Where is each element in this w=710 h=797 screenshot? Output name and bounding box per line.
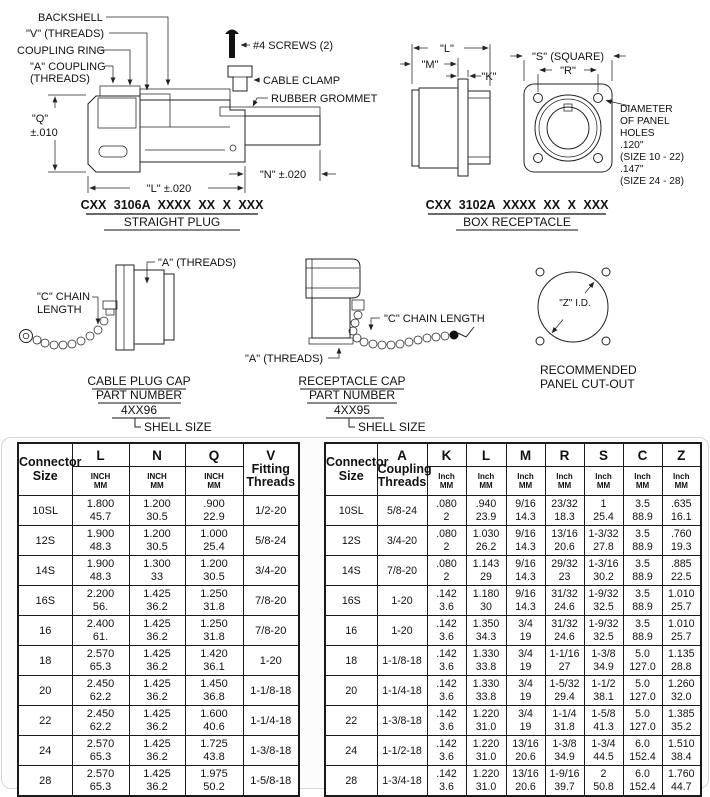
- value-cell: 1.220 31.0: [466, 736, 506, 766]
- cable-plug-cap-caption: CABLE PLUG CAP: [87, 374, 191, 388]
- box-receptacle-diagram: [400, 43, 684, 230]
- connector-size-header: Connector Size: [18, 443, 72, 496]
- value-cell: 1.200 30.5: [129, 526, 185, 556]
- panel-cutout-caption-1: RECOMMENDED: [540, 363, 637, 377]
- value-cell: 1-3/32 27.8: [584, 526, 623, 556]
- value-cell: 2.450 62.2: [72, 676, 129, 706]
- subheader-inch-mm: Inch MM: [662, 467, 701, 496]
- cable-clamp-label: CABLE CLAMP: [263, 75, 341, 87]
- table-row: [18, 526, 299, 556]
- value-cell: 1.900 48.3: [72, 556, 129, 586]
- value-cell: 3/4 19: [506, 706, 545, 736]
- value-cell: .142 3.6: [427, 736, 466, 766]
- rubber-grommet-part: [220, 107, 320, 116]
- value-cell: .885 22.5: [662, 556, 701, 586]
- connector-size-cell: 20: [325, 676, 377, 706]
- receptacle-cap-diagram: [245, 259, 485, 434]
- connector-size-cell: 22: [325, 706, 377, 736]
- value-cell: 1.200 30.5: [129, 496, 185, 526]
- value-cell: 1.250 31.8: [185, 586, 243, 616]
- connector-size-cell: 28: [18, 766, 72, 797]
- table-row: [18, 766, 299, 797]
- table-row: [325, 706, 701, 736]
- connector-size-cell: 28: [325, 766, 377, 797]
- value-cell: .142 3.6: [427, 676, 466, 706]
- value-cell: 6.0 152.4: [623, 736, 662, 766]
- table-row: [325, 496, 701, 526]
- value-cell: 3.5 88.9: [623, 586, 662, 616]
- value-cell: 1-1/4-18: [243, 706, 299, 736]
- screw-icon: [225, 30, 239, 59]
- value-cell: .080 2: [427, 556, 466, 586]
- value-cell: 1.330 33.8: [466, 676, 506, 706]
- value-cell: 1.425 36.2: [129, 706, 185, 736]
- cable-plug-cap-part-number: 4XX96: [120, 403, 158, 417]
- table-row: [325, 676, 701, 706]
- l-dim-label-receptacle: "L": [440, 43, 454, 55]
- value-cell: 1-5/8 41.3: [584, 706, 623, 736]
- table-row: [18, 706, 299, 736]
- r-dim-label: "R": [560, 65, 576, 77]
- value-cell: 9/16 14.3: [506, 556, 545, 586]
- value-cell: 1-1/8-18: [243, 676, 299, 706]
- value-cell: .940 23.9: [466, 496, 506, 526]
- value-cell: 2.400 61.: [72, 616, 129, 646]
- value-cell: 2 50.8: [584, 766, 623, 797]
- col-header-Z: Z: [662, 443, 701, 467]
- value-cell: .635 16.1: [662, 496, 701, 526]
- col-header-R: R: [545, 443, 584, 467]
- n-dim-label: "N" ±.020: [259, 169, 307, 181]
- value-cell: 5/8-24: [377, 496, 427, 526]
- table-row: [18, 556, 299, 586]
- value-cell: 1.975 50.2: [185, 766, 243, 797]
- value-cell: 1-1/2 38.1: [584, 676, 623, 706]
- value-cell: 9/16 14.3: [506, 526, 545, 556]
- box-receptacle-caption: BOX RECEPTACLE: [463, 215, 571, 229]
- value-cell: 7/8-20: [243, 586, 299, 616]
- c-chain-length-label: "C" CHAIN LENGTH: [384, 313, 485, 325]
- value-cell: 31/32 24.6: [545, 616, 584, 646]
- value-cell: 1-5/32 29.4: [545, 676, 584, 706]
- svg-text:HOLES: HOLES: [620, 128, 655, 139]
- value-cell: 5.0 127.0: [623, 676, 662, 706]
- subheader-inch-mm: INCH MM: [129, 467, 185, 496]
- connector-size-cell: 10SL: [18, 496, 72, 526]
- c-chain-label: "C" CHAIN: [37, 291, 91, 303]
- shell-size-label: SHELL SIZE: [144, 420, 212, 434]
- value-cell: 1.425 36.2: [129, 586, 185, 616]
- value-cell: 3.5 88.9: [623, 556, 662, 586]
- value-cell: 1-5/8-18: [243, 766, 299, 797]
- a-threads-label-plug-cap: "A" (THREADS): [158, 257, 237, 269]
- subheader-inch-mm: Inch MM: [506, 467, 545, 496]
- backshell-label: BACKSHELL: [38, 12, 103, 24]
- value-cell: 3/4-20: [243, 556, 299, 586]
- table-row: [18, 676, 299, 706]
- value-cell: 1.760 44.7: [662, 766, 701, 797]
- value-cell: 1.000 25.4: [185, 526, 243, 556]
- value-cell: .760 19.3: [662, 526, 701, 556]
- value-cell: 1-3/4 44.5: [584, 736, 623, 766]
- connector-size-cell: 16: [18, 616, 72, 646]
- value-cell: 5/8-24: [243, 526, 299, 556]
- value-cell: 13/16 20.6: [506, 736, 545, 766]
- value-cell: 1-3/8 34.9: [584, 646, 623, 676]
- l-dim-label: "L" ±.020: [146, 183, 192, 195]
- value-cell: 1.135 28.8: [662, 646, 701, 676]
- value-cell: 7/8-20: [377, 556, 427, 586]
- cable-plug-cap-diagram: [20, 257, 237, 434]
- q-tol-label: ±.010: [30, 127, 58, 139]
- value-cell: 1.350 34.3: [466, 616, 506, 646]
- a-threads-label-receptacle-cap: "A" (THREADS): [245, 353, 324, 365]
- receptacle-cap-part-number: 4XX95: [333, 403, 371, 417]
- table-row: [18, 616, 299, 646]
- a-coupling-threads-header: A Coupling Threads: [377, 443, 427, 496]
- value-cell: 1.300 33: [129, 556, 185, 586]
- value-cell: 1-20: [243, 646, 299, 676]
- value-cell: 5.0 127.0: [623, 706, 662, 736]
- value-cell: 13/16 20.6: [545, 526, 584, 556]
- value-cell: .080 2: [427, 526, 466, 556]
- connector-size-cell: 10SL: [325, 496, 377, 526]
- value-cell: 1.010 25.7: [662, 586, 701, 616]
- receptacle-dimension-table: [324, 442, 702, 797]
- value-cell: 3.5 88.9: [623, 526, 662, 556]
- svg-text:.147": .147": [620, 164, 644, 175]
- value-cell: 1.143 29: [466, 556, 506, 586]
- connector-size-cell: 18: [18, 646, 72, 676]
- value-cell: .900 22.9: [185, 496, 243, 526]
- connector-size-cell: 22: [18, 706, 72, 736]
- svg-text:OF PANEL: OF PANEL: [620, 116, 670, 127]
- value-cell: 2.570 65.3: [72, 766, 129, 797]
- value-cell: 1.725 43.8: [185, 736, 243, 766]
- connector-size-cell: 14S: [18, 556, 72, 586]
- svg-text:DIAMETER: DIAMETER: [620, 104, 673, 115]
- v-threads-label: "V" (THREADS): [26, 28, 105, 40]
- value-cell: 7/8-20: [243, 616, 299, 646]
- rubber-grommet-label: RUBBER GROMMET: [271, 93, 378, 105]
- value-cell: 1.425 36.2: [129, 766, 185, 797]
- receptacle-cap-caption: RECEPTACLE CAP: [298, 374, 406, 388]
- value-cell: 1-3/4-18: [377, 766, 427, 797]
- value-cell: .142 3.6: [427, 706, 466, 736]
- c-chain-label-2: LENGTH: [37, 304, 82, 316]
- value-cell: 1/2-20: [243, 496, 299, 526]
- svg-text:(SIZE 10 - 22): (SIZE 10 - 22): [620, 152, 684, 163]
- table-row: [325, 616, 701, 646]
- value-cell: .142 3.6: [427, 766, 466, 797]
- value-cell: 1.250 31.8: [185, 616, 243, 646]
- col-header-K: K: [427, 443, 466, 467]
- q-dim-label: "Q": [31, 113, 49, 125]
- value-cell: 3.5 88.9: [623, 496, 662, 526]
- value-cell: 1.510 38.4: [662, 736, 701, 766]
- value-cell: 31/32 24.6: [545, 586, 584, 616]
- straight-plug-diagram: [17, 12, 378, 230]
- col-header-L: L: [466, 443, 506, 467]
- z-id-label: "Z" I.D.: [559, 298, 591, 309]
- value-cell: 1.420 36.1: [185, 646, 243, 676]
- value-cell: 1-3/8-18: [243, 736, 299, 766]
- value-cell: 29/32 23: [545, 556, 584, 586]
- value-cell: 1-9/32 32.5: [584, 586, 623, 616]
- value-cell: 1-3/8 34.9: [545, 736, 584, 766]
- table-row: [325, 766, 701, 797]
- table-row: [325, 526, 701, 556]
- value-cell: 1.200 30.5: [185, 556, 243, 586]
- subheader-inch-mm: INCH MM: [72, 467, 129, 496]
- svg-text:.120": .120": [620, 140, 644, 151]
- panel-cutout-caption-2: PANEL CUT-OUT: [540, 377, 635, 391]
- value-cell: .080 2: [427, 496, 466, 526]
- value-cell: 1.385 35.2: [662, 706, 701, 736]
- part-number-label: PART NUMBER: [308, 388, 396, 402]
- connector-size-cell: 16S: [325, 586, 377, 616]
- col-header-S: S: [584, 443, 623, 467]
- straight-plug-caption: STRAIGHT PLUG: [123, 215, 221, 229]
- part-number-label: PART NUMBER: [95, 388, 183, 402]
- value-cell: 1.450 36.8: [185, 676, 243, 706]
- value-cell: 1-9/32 32.5: [584, 616, 623, 646]
- s-dim-label: "S" (SQUARE): [532, 51, 604, 63]
- value-cell: 2.570 65.3: [72, 646, 129, 676]
- table-row: [325, 646, 701, 676]
- connector-size-cell: 12S: [18, 526, 72, 556]
- box-receptacle-front-view: [524, 84, 612, 172]
- table-row: [18, 496, 299, 526]
- cable-clamp-icon: [228, 66, 252, 91]
- value-cell: 6.0 152.4: [623, 766, 662, 797]
- value-cell: 9/16 14.3: [506, 496, 545, 526]
- receptacle-cap-drawing: [306, 259, 474, 349]
- connector-size-cell: 16: [325, 616, 377, 646]
- value-cell: 1.220 31.0: [466, 766, 506, 797]
- value-cell: 1-1/16 27: [545, 646, 584, 676]
- screws-label: #4 SCREWS (2): [253, 40, 334, 52]
- table-row: [18, 586, 299, 616]
- subheader-inch-mm: Inch MM: [584, 467, 623, 496]
- value-cell: 5.0 127.0: [623, 646, 662, 676]
- col-header-C: C: [623, 443, 662, 467]
- box-receptacle-part-number: CXX 3102A XXXX XX X XXX: [425, 198, 609, 212]
- coupling-ring-label: COUPLING RING: [17, 45, 106, 57]
- connector-size-cell: 24: [18, 736, 72, 766]
- table-row: [18, 736, 299, 766]
- value-cell: 2.450 62.2: [72, 706, 129, 736]
- panel-holes-note: [620, 104, 684, 187]
- value-cell: 1-1/4-18: [377, 676, 427, 706]
- value-cell: 1-20: [377, 616, 427, 646]
- connector-size-cell: 12S: [325, 526, 377, 556]
- value-cell: 1-3/8-18: [377, 706, 427, 736]
- value-cell: 1.800 45.7: [72, 496, 129, 526]
- value-cell: 2.200 56.: [72, 586, 129, 616]
- value-cell: 1.030 26.2: [466, 526, 506, 556]
- value-cell: 1.425 36.2: [129, 736, 185, 766]
- subheader-inch-mm: Inch MM: [623, 467, 662, 496]
- l-dimension: [88, 166, 245, 195]
- value-cell: 1.330 33.8: [466, 646, 506, 676]
- connector-size-header: Connector Size: [325, 443, 377, 496]
- value-cell: 1.600 40.6: [185, 706, 243, 736]
- table-row: [325, 586, 701, 616]
- connector-size-cell: 14S: [325, 556, 377, 586]
- table-row: [18, 646, 299, 676]
- table-row: [325, 736, 701, 766]
- value-cell: 1-1/4 31.8: [545, 706, 584, 736]
- box-receptacle-side-view: [412, 79, 490, 176]
- value-cell: 3/4-20: [377, 526, 427, 556]
- panel-cutout-diagram: [536, 268, 637, 391]
- value-cell: 1.900 48.3: [72, 526, 129, 556]
- value-cell: 2.570 65.3: [72, 736, 129, 766]
- connector-size-cell: 18: [325, 646, 377, 676]
- subheader-inch-mm: Inch MM: [466, 467, 506, 496]
- col-header-L: L: [72, 443, 129, 467]
- value-cell: 3.5 88.9: [623, 616, 662, 646]
- table-row: [325, 556, 701, 586]
- a-coupling-label-2: (THREADS): [30, 73, 90, 85]
- value-cell: 13/16 20.6: [506, 766, 545, 797]
- value-cell: 3/4 19: [506, 676, 545, 706]
- plug-dimension-table: [17, 442, 300, 797]
- a-coupling-label: "A" COUPLING: [30, 61, 106, 73]
- shell-size-label: SHELL SIZE: [358, 420, 426, 434]
- subheader-inch-mm: INCH MM: [185, 467, 243, 496]
- value-cell: 1 25.4: [584, 496, 623, 526]
- value-cell: 1.220 31.0: [466, 706, 506, 736]
- col-header-Q: Q: [185, 443, 243, 467]
- svg-text:(SIZE 24 - 28): (SIZE 24 - 28): [620, 176, 684, 187]
- value-cell: 3/4 19: [506, 646, 545, 676]
- value-cell: .142 3.6: [427, 646, 466, 676]
- value-cell: .142 3.6: [427, 586, 466, 616]
- connector-size-cell: 16S: [18, 586, 72, 616]
- value-cell: 1.425 36.2: [129, 616, 185, 646]
- value-cell: 9/16 14.3: [506, 586, 545, 616]
- value-cell: 1.425 36.2: [129, 646, 185, 676]
- col-header-N: N: [129, 443, 185, 467]
- subheader-inch-mm: Inch MM: [427, 467, 466, 496]
- value-cell: 3/4 19: [506, 616, 545, 646]
- value-cell: 23/32 18.3: [545, 496, 584, 526]
- col-header-M: M: [506, 443, 545, 467]
- value-cell: 1-20: [377, 586, 427, 616]
- k-dim-label: "K": [481, 71, 497, 83]
- connector-size-cell: 20: [18, 676, 72, 706]
- connector-size-cell: 24: [325, 736, 377, 766]
- value-cell: 1.260 32.0: [662, 676, 701, 706]
- value-cell: 1.010 25.7: [662, 616, 701, 646]
- value-cell: 1.425 36.2: [129, 676, 185, 706]
- value-cell: 1-3/16 30.2: [584, 556, 623, 586]
- value-cell: .142 3.6: [427, 616, 466, 646]
- subheader-inch-mm: Inch MM: [545, 467, 584, 496]
- value-cell: 1.180 30: [466, 586, 506, 616]
- v-fitting-threads-header: V Fitting Threads: [243, 443, 299, 496]
- chain: [20, 317, 109, 349]
- m-dim-label: "M": [421, 59, 439, 71]
- q-dimension: [30, 95, 86, 172]
- straight-plug-part-number: CXX 3106A XXXX XX X XXX: [80, 198, 264, 212]
- value-cell: 1-9/16 39.7: [545, 766, 584, 797]
- value-cell: 1-1/8-18: [377, 646, 427, 676]
- value-cell: 1-1/2-18: [377, 736, 427, 766]
